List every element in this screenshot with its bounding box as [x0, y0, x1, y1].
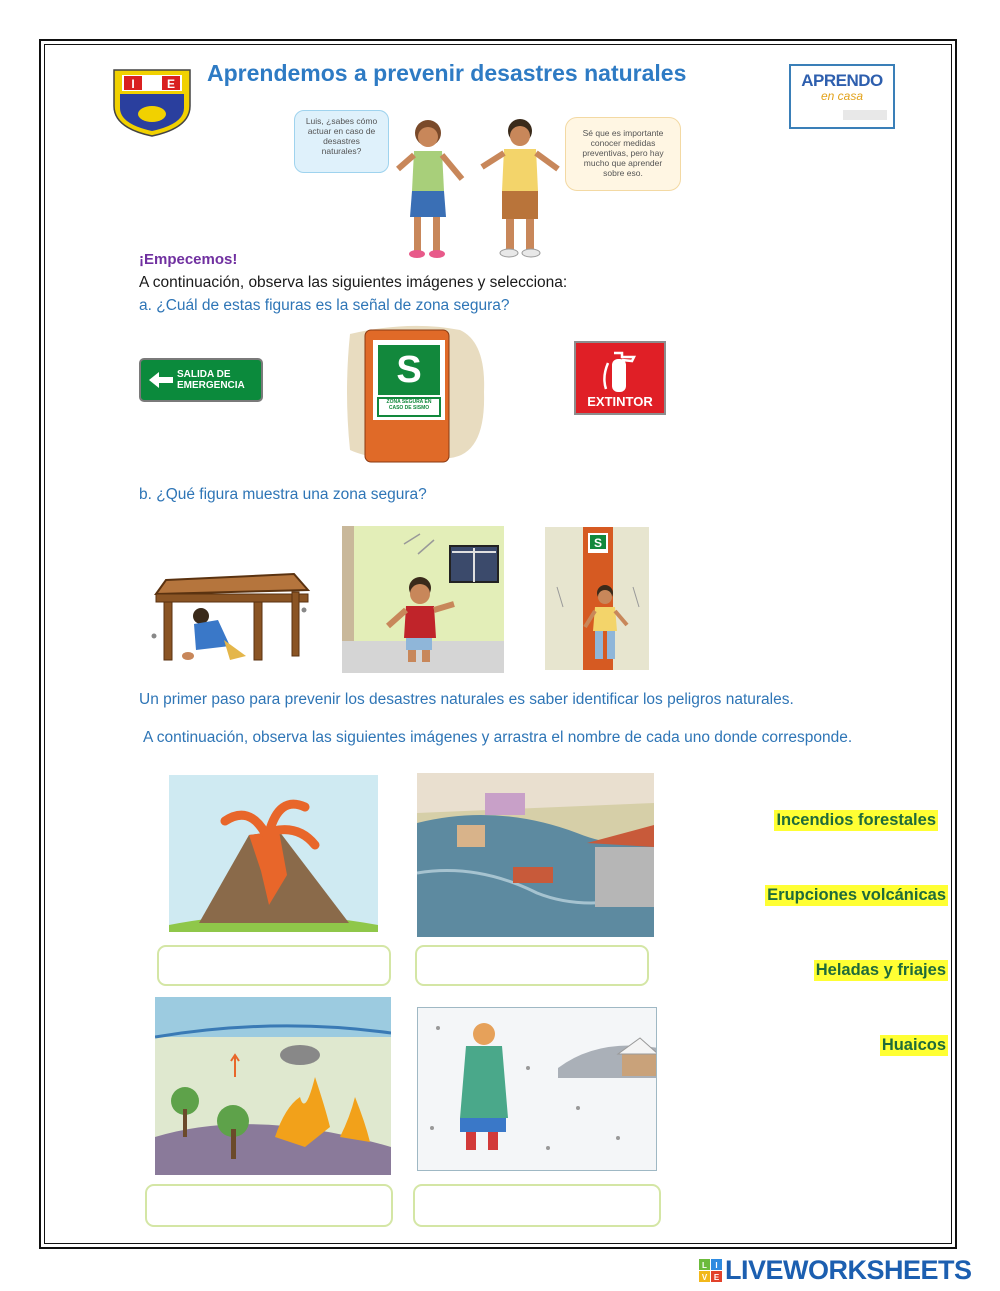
- badge-letter-i: I: [715, 1261, 718, 1270]
- extinguisher-text: EXTINTOR: [587, 394, 653, 409]
- drop-target-volcano[interactable]: [157, 945, 391, 986]
- child-under-table-option[interactable]: [146, 566, 311, 666]
- identify-hazards-paragraph: Un primer paso para prevenir los desastres naturales es saber identificar los peligros naturales.: [139, 691, 794, 708]
- question-b: b. ¿Qué figura muestra una zona segura?: [139, 486, 427, 503]
- flood-mudslide-image: [417, 773, 654, 937]
- volcano-image: [169, 775, 378, 932]
- aprendo-logo-line1: APRENDO: [801, 71, 883, 90]
- children-dialogue-illustration: [392, 113, 562, 263]
- school-logo-letter-1: I: [131, 77, 135, 91]
- drag-label-incendios[interactable]: Incendios forestales: [776, 811, 936, 829]
- child-in-shaking-room-option[interactable]: [342, 526, 504, 673]
- badge-letter-l: L: [702, 1261, 707, 1270]
- drag-instruction: A continuación, observa las siguientes imágenes y arrastra el nombre de cada uno donde corresponde.: [143, 729, 853, 746]
- frost-cold-image: [417, 1007, 657, 1171]
- empecemos-heading: ¡Empecemos!: [139, 251, 238, 268]
- extinguisher-sign-option[interactable]: [574, 341, 666, 415]
- fire-extinguisher-icon: [600, 349, 640, 393]
- drag-label-erupciones[interactable]: Erupciones volcánicas: [767, 886, 946, 904]
- badge-letter-v: V: [701, 1273, 708, 1282]
- liveworksheets-badge: [699, 1259, 723, 1283]
- safe-zone-letter: S: [396, 349, 422, 391]
- selection-instruction: A continuación, observa las siguientes imágenes y selecciona:: [139, 274, 568, 291]
- liveworksheets-brand: LIVEWORKSHEETS: [725, 1255, 972, 1285]
- boy-speech-bubble: Sé que es importante conocer medidas preventivas, pero hay mucho que aprender sobre eso.: [565, 117, 681, 191]
- aprendo-logo-line2: en casa: [820, 89, 864, 103]
- small-safe-zone-letter: S: [593, 536, 603, 550]
- school-shield-logo: [110, 66, 194, 138]
- safe-zone-caption: ZONA SEGURA EN CASO DE SISMO: [386, 399, 432, 411]
- child-at-safe-zone-option[interactable]: [545, 527, 649, 670]
- drag-label-heladas[interactable]: Heladas y friajes: [815, 961, 946, 979]
- safe-zone-sign-option[interactable]: [340, 322, 490, 467]
- drop-target-frost[interactable]: [413, 1184, 661, 1227]
- forest-fire-image: [155, 997, 391, 1175]
- question-a: a. ¿Cuál de estas figuras es la señal de zona segura?: [139, 297, 510, 314]
- exit-sign-option[interactable]: [139, 358, 263, 402]
- aprendo-en-casa-logo: [789, 64, 895, 129]
- badge-letter-e: E: [713, 1273, 720, 1282]
- drop-target-forest-fire[interactable]: [145, 1184, 393, 1227]
- ministry-mark: [843, 110, 887, 120]
- left-arrow-icon: [149, 372, 173, 388]
- girl-speech-bubble: Luis, ¿sabes cómo actuar en caso de desastres naturales?: [294, 110, 389, 173]
- exit-sign-text: SALIDA DE EMERGENCIA: [177, 369, 245, 391]
- page-title: Aprendemos a prevenir desastres naturales: [207, 60, 687, 86]
- drop-target-flood[interactable]: [415, 945, 649, 986]
- school-logo-letter-2: E: [166, 77, 176, 91]
- drag-label-huaicos[interactable]: Huaicos: [881, 1036, 946, 1054]
